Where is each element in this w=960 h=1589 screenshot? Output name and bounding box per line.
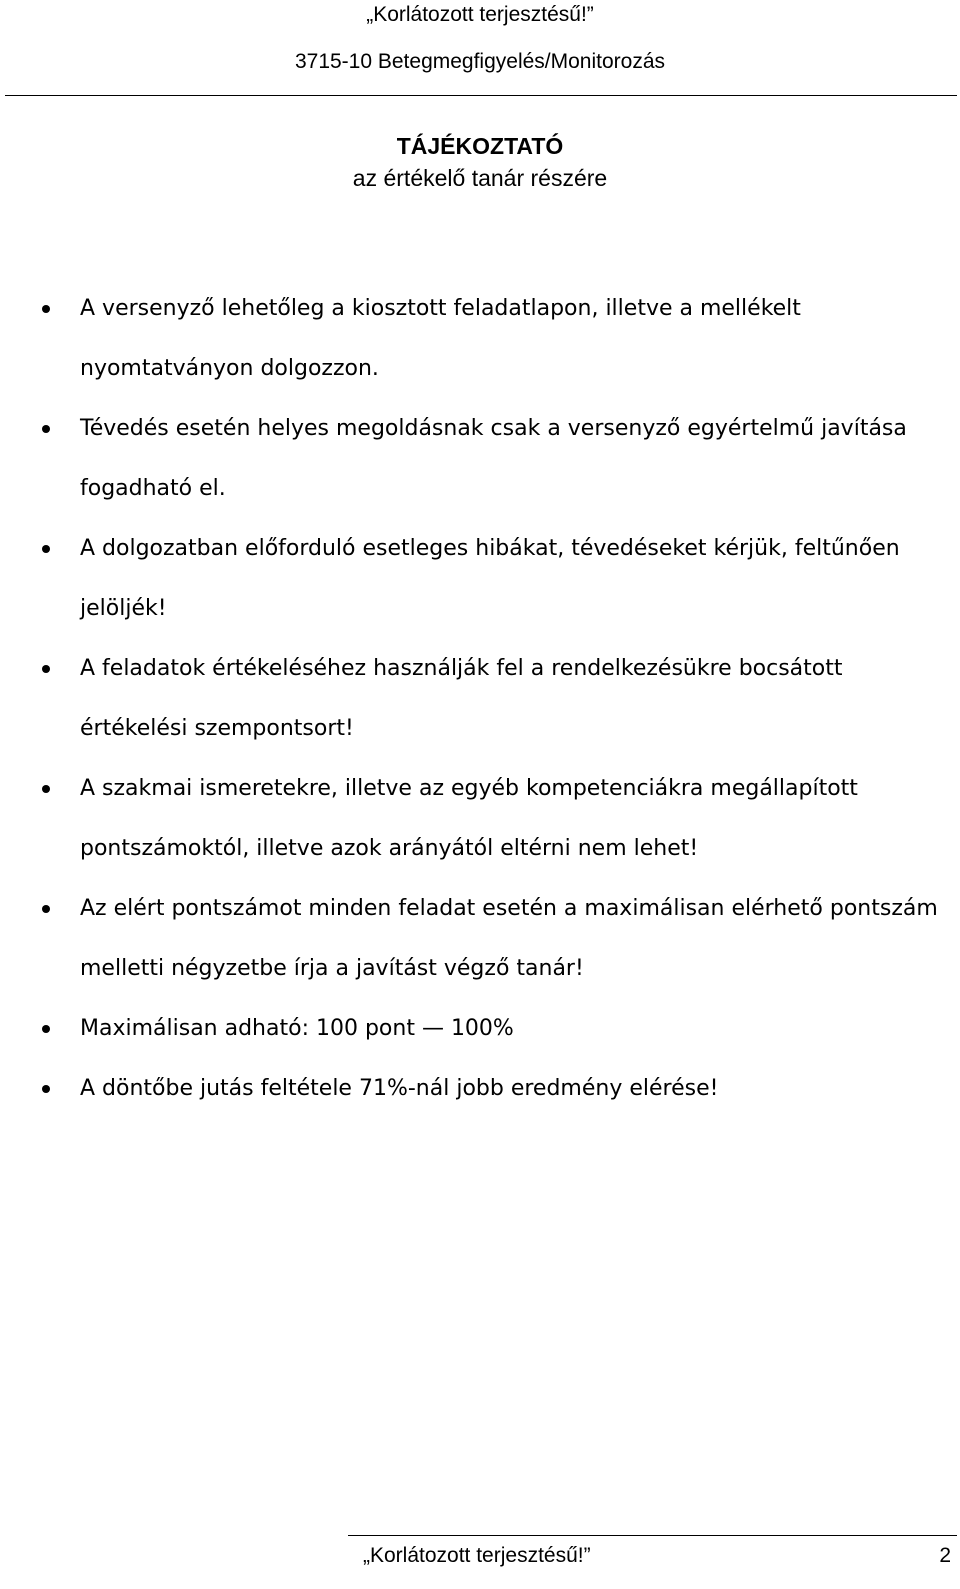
list-item <box>80 1059 955 1119</box>
list-item-text: A döntőbe jutás feltétele 71%-nál jobb eredmény elérése! <box>80 1076 719 1101</box>
list-item-text: Az elért pontszámot minden feladat esetén a maximálisan elérhető pontszám melletti négyzetbe írja a javítást végző tanár! <box>80 896 938 981</box>
list-item-text: A szakmai ismeretekre, illetve az egyéb kompetenciákra megállapított pontszámoktól, illetve azok arányától eltérni nem lehet! <box>80 776 858 861</box>
list-item <box>80 879 955 999</box>
list-item <box>80 999 955 1059</box>
bullet-icon <box>42 425 50 433</box>
list-item <box>80 399 955 519</box>
list-item <box>80 759 955 879</box>
bullet-icon <box>42 905 50 913</box>
list-item <box>80 639 955 759</box>
bullet-icon <box>42 665 50 673</box>
list-item-text: Maximálisan adható: 100 pont — 100% <box>80 1016 514 1041</box>
instruction-list <box>80 279 955 1119</box>
list-item-text: Tévedés esetén helyes megoldásnak csak a versenyző egyértelmű javítása fogadható el. <box>80 416 907 501</box>
title-block <box>0 130 960 194</box>
list-item <box>80 519 955 639</box>
bullet-icon <box>42 305 50 313</box>
page-header <box>0 0 960 96</box>
list-item-text: A versenyző lehetőleg a kiosztott feladatlapon, illetve a mellékelt nyomtatványon dolgozzon. <box>80 296 801 381</box>
footer-divider <box>348 1535 957 1536</box>
page-footer <box>0 1544 960 1584</box>
footer-restriction-notice: „Korlátozott terjesztésű!” <box>363 1544 591 1567</box>
bullet-icon <box>42 1085 50 1093</box>
list-item <box>80 279 955 399</box>
bullet-icon <box>42 545 50 553</box>
restriction-notice: „Korlátozott terjesztésű!” <box>366 3 594 26</box>
document-code-title: 3715-10 Betegmegfigyelés/Monitorozás <box>294 50 666 73</box>
page-subtitle: az értékelő tanár részére <box>352 165 608 191</box>
bullet-icon <box>42 1025 50 1033</box>
header-divider <box>5 95 957 96</box>
bullet-icon <box>42 785 50 793</box>
list-item-text: A feladatok értékeléséhez használják fel a rendelkezésükre bocsátott értékelési szempontsort! <box>80 656 843 741</box>
list-item-text: A dolgozatban előforduló esetleges hibákat, tévedéseket kérjük, feltűnően jelöljék! <box>80 536 900 621</box>
page-number: 2 <box>939 1544 951 1567</box>
page-title: TÁJÉKOZTATÓ <box>396 133 564 159</box>
